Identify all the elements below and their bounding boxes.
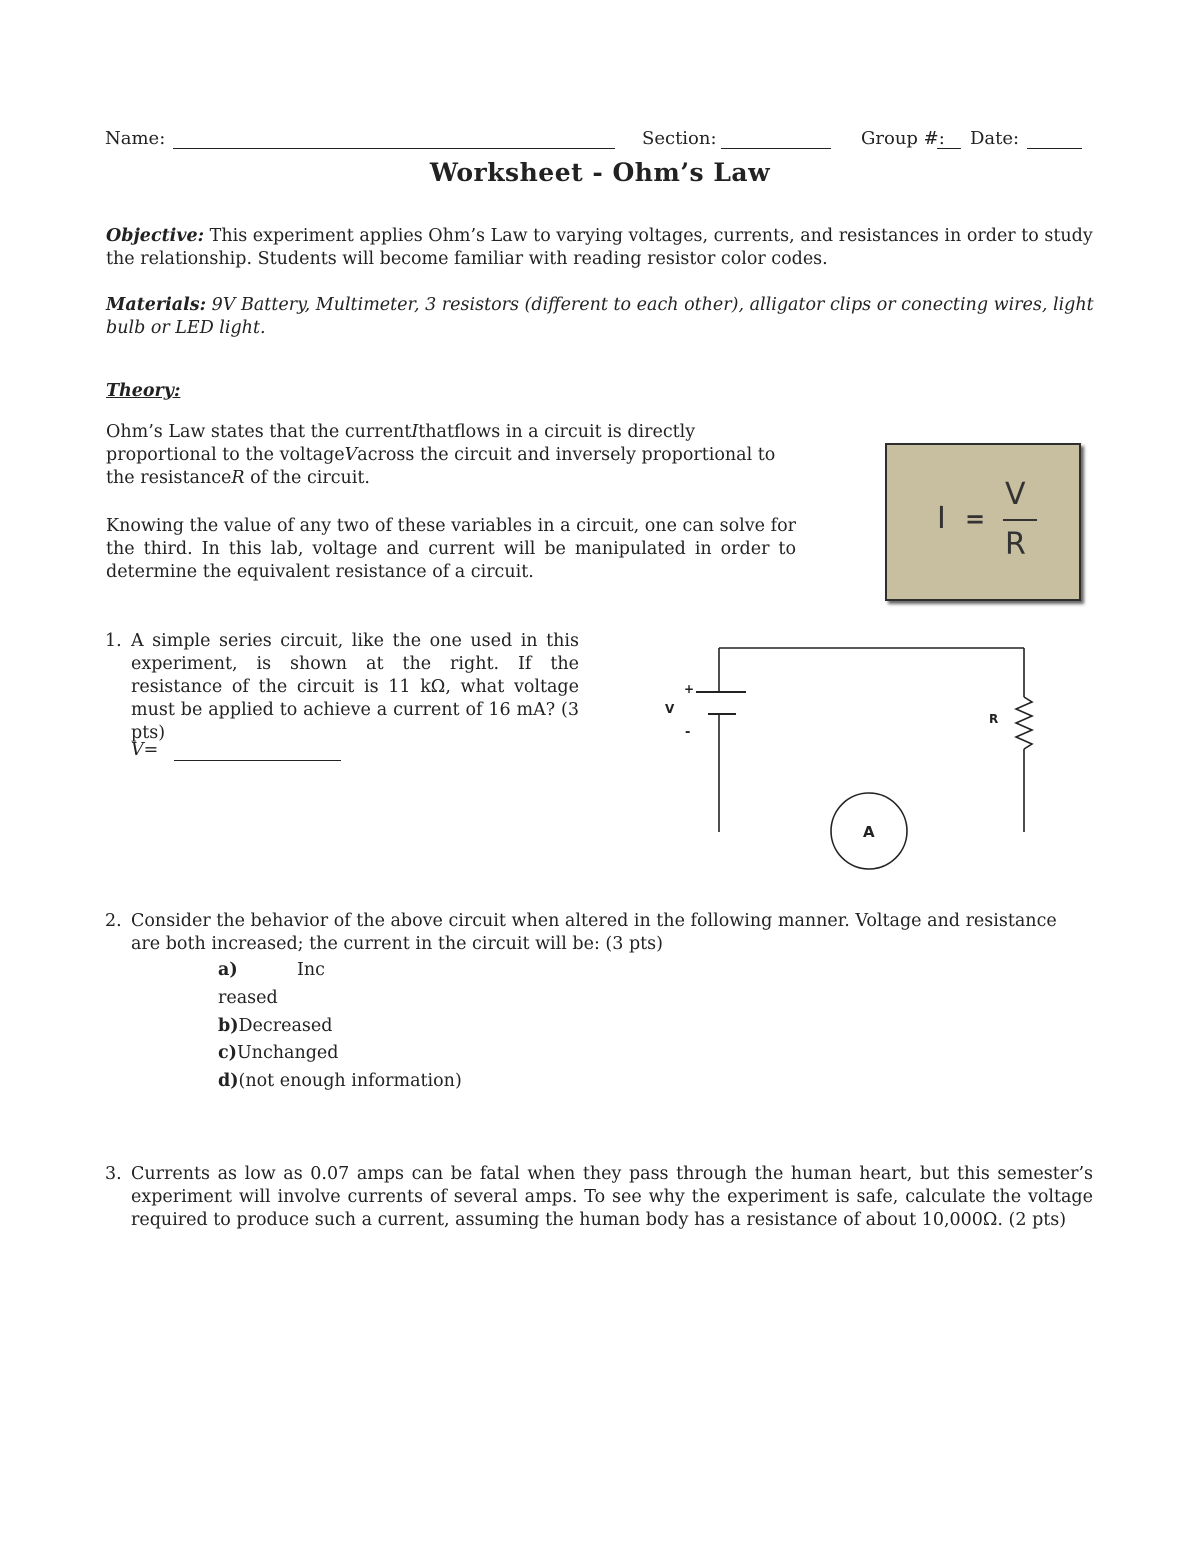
materials-label: Materials: (106, 295, 207, 315)
materials (106, 294, 1131, 340)
formula-resistance: R (1005, 527, 1026, 562)
q2-option-b[interactable]: b)Decreased (218, 1016, 333, 1036)
q3-number: 3. (105, 1164, 122, 1184)
date-field[interactable] (1027, 132, 1082, 149)
theory-heading: Theory: (106, 381, 181, 401)
series-circuit-diagram (640, 635, 1060, 880)
section-label: Section: (642, 128, 717, 149)
battery-plus-sign: + (684, 682, 695, 696)
date-label: Date: (970, 128, 1020, 149)
q1-answer-field[interactable] (174, 744, 341, 761)
q2-text: Consider the behavior of the above circuit when altered in the following manner. Voltage and resistance are both increased; the current in the circuit will be: (3 pts) (131, 911, 1057, 954)
q2-number: 2. (105, 911, 122, 931)
q2-option-d[interactable]: d)(not enough information) (218, 1071, 462, 1091)
objective-label: Objective: (106, 226, 205, 246)
formula-equals: = (965, 505, 986, 533)
name-label: Name: (105, 128, 166, 149)
q1-number: 1. (105, 631, 122, 651)
resistor-symbol (1016, 697, 1032, 749)
formula-voltage: V (1005, 477, 1026, 512)
resistor-label: R (989, 712, 999, 726)
q1-answer-label: V= (131, 740, 159, 760)
q2-option-c[interactable]: c)Unchanged (218, 1043, 339, 1063)
formula-fraction-bar (1003, 519, 1037, 521)
ammeter-label: A (863, 823, 875, 841)
theory-paragraph-1: Ohm’s Law states that the currentIthatflows in a circuit is directly proportional to the voltageVacross the circuit and inversely proportional to the resistanceR of the circuit. (106, 422, 776, 488)
q2-option-a-cont: reased (218, 988, 278, 1008)
name-field[interactable] (173, 132, 615, 149)
group-label: Group #: (861, 128, 945, 149)
materials-text: 9V Battery, Multimeter, 3 resistors (different to each other), alligator clips or conecting wires, light bulb or LED light. (106, 295, 1094, 338)
group-field[interactable] (937, 132, 961, 149)
q1-text: A simple series circuit, like the one used in this experiment, is shown at the right. If the resistance of the circuit is 11 kΩ, what voltage must be applied to achieve a current of 16 mA? (3 pts) (131, 631, 579, 743)
battery-minus-sign: - (685, 725, 691, 740)
ohms-law-formula-box (885, 443, 1081, 601)
page-title: Worksheet - Ohm’s Law (429, 158, 771, 187)
objective (106, 225, 1106, 271)
objective-text: This experiment applies Ohm’s Law to varying voltages, currents, and resistances in order to study the relationship. Students will become familiar with reading resistor color codes. (106, 226, 1093, 269)
theory-paragraph-2: Knowing the value of any two of these variables in a circuit, one can solve for the third. In this lab, voltage and current will be manipulated in order to determine the equivalent resistance of a circuit. (106, 516, 796, 582)
section-field[interactable] (721, 132, 831, 149)
formula-current: I (937, 501, 946, 536)
voltage-label: V (665, 702, 675, 716)
q2-option-a[interactable]: a) Inc (218, 960, 325, 980)
q3-text: Currents as low as 0.07 amps can be fatal when they pass through the human heart, but this semester’s experiment will involve currents of several amps. To see why the experiment is safe, calculate the voltage required to produce such a current, assuming the human body has a resistance of about 10,000Ω. (2 pts) (131, 1164, 1093, 1230)
